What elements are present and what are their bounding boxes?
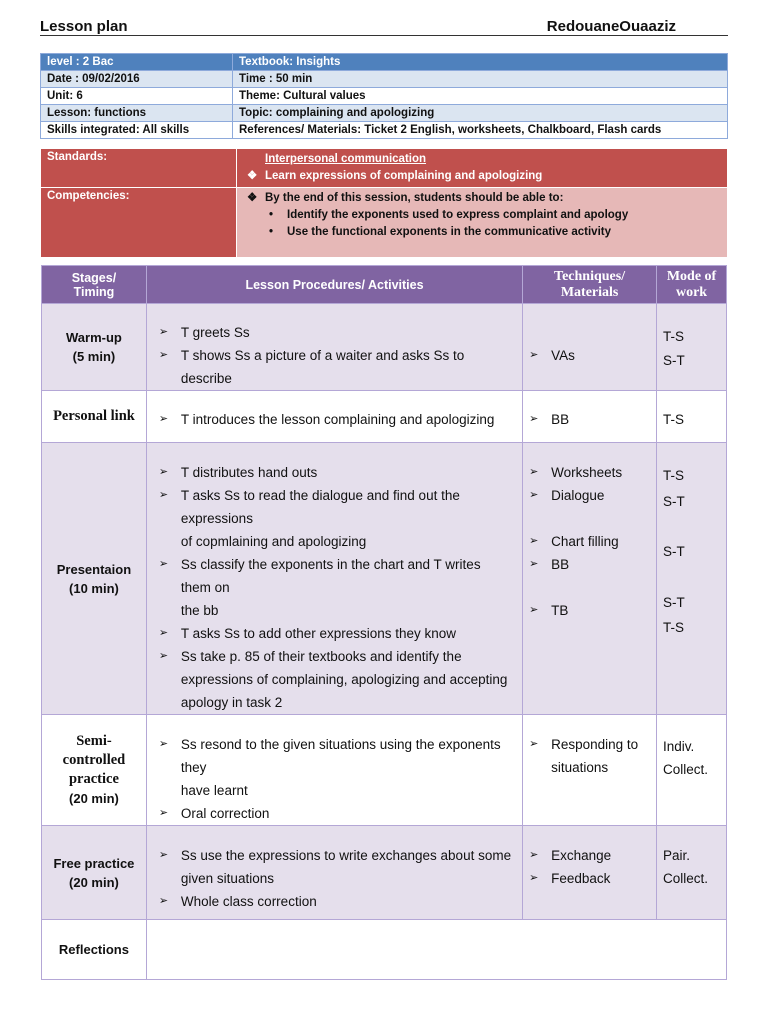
stage-timing: (10 min) (69, 580, 119, 596)
table-row (42, 715, 727, 826)
techniques-cell (523, 304, 657, 391)
procedure-text: T shows Ss a picture of a waiter and asks Ss to describe (180, 348, 465, 386)
info-unit: Unit: 6 (41, 88, 233, 105)
arrow-bullet-icon: ➢ (529, 849, 539, 861)
lesson-procedures-table (41, 265, 727, 980)
info-row (41, 54, 728, 71)
info-date: Date : 09/02/2016 (41, 71, 233, 88)
technique-item (529, 553, 652, 576)
stage-name: Presentaion (56, 561, 132, 577)
standards-row (41, 149, 728, 188)
procedure-item (159, 890, 514, 913)
mode-text: Pair. (663, 848, 691, 863)
procedure-text: T asks Ss to add other expressions they know (180, 626, 457, 641)
competency-item (243, 207, 721, 224)
header-mode-line1: Mode of (666, 268, 717, 284)
procedure-text: Oral correction (180, 806, 270, 821)
procedure-item (159, 484, 514, 553)
procedure-text: given situations (180, 871, 274, 886)
info-theme: Theme: Cultural values (233, 88, 728, 105)
mode-cell (657, 391, 727, 443)
procedure-item (159, 408, 514, 431)
standards-heading: Interpersonal communication (265, 153, 427, 165)
info-level: level : 2 Bac (41, 54, 233, 71)
mode-text: S-T (663, 544, 685, 559)
stage-name: Free practice (53, 855, 135, 871)
info-row (41, 105, 728, 122)
procedure-text: apology in task 2 (180, 695, 283, 710)
mode-text: T-S (663, 329, 685, 344)
procedure-item (159, 344, 514, 390)
stage-free-practice (42, 826, 147, 920)
mode-text: T-S (663, 468, 685, 483)
procedure-text: expressions of complaining, apologizing and accepting (180, 672, 508, 687)
technique-text: Feedback (551, 871, 611, 886)
procedure-text: have learnt (180, 783, 248, 798)
procedures-cell (146, 443, 522, 715)
arrow-bullet-icon: ➢ (158, 738, 169, 750)
procedure-text: Ss use the expressions to write exchanges about some (180, 848, 512, 863)
procedure-text: T asks Ss to read the dialogue and find out the expressions (180, 488, 460, 526)
arrow-bullet-icon: ➢ (529, 466, 539, 478)
author-name: RedouaneOuaaziz (546, 18, 676, 35)
header-techniques (523, 266, 657, 304)
table-row (42, 304, 727, 391)
header-mode-line2: work (675, 284, 708, 300)
competency-item (243, 224, 721, 241)
technique-item (529, 844, 652, 867)
arrow-bullet-icon: ➢ (158, 466, 169, 478)
stage-name: Warm-up (66, 330, 122, 345)
procedure-text: Ss classify the exponents in the chart and T writes them on (180, 557, 481, 595)
info-time: Time : 50 min (233, 71, 728, 88)
procedure-item (159, 321, 514, 344)
header-tech-line2: Materials (560, 284, 619, 300)
mode-text: S-T (663, 493, 685, 509)
technique-text: BB (551, 557, 570, 572)
mode-cell (657, 304, 727, 391)
arrow-bullet-icon: ➢ (158, 849, 169, 861)
procedure-text: T greets Ss (180, 325, 250, 340)
header-mode (657, 266, 727, 304)
stage-name: controlled (62, 751, 126, 768)
arrow-bullet-icon: ➢ (158, 326, 169, 338)
procedure-text: the bb (180, 603, 219, 618)
arrow-bullet-icon: ➢ (158, 895, 169, 907)
info-row (41, 88, 728, 105)
technique-item (529, 461, 652, 484)
competency-text: Use the functional exponents in the communicative activity (287, 226, 611, 238)
table-row (42, 443, 727, 715)
procedure-item (159, 844, 514, 890)
technique-text: Chart filling (551, 534, 619, 549)
info-row (41, 71, 728, 88)
info-skills: Skills integrated: All skills (41, 122, 233, 139)
arrow-bullet-icon: ➢ (529, 604, 539, 616)
mode-cell (657, 715, 727, 826)
table-row (42, 391, 727, 443)
technique-text: Dialogue (551, 488, 605, 503)
procedure-text: Whole class correction (180, 894, 317, 909)
procedure-item (159, 733, 514, 802)
arrow-bullet-icon: ➢ (158, 627, 169, 639)
competencies-row (41, 188, 728, 258)
arrow-bullet-icon: ➢ (158, 807, 169, 819)
mode-text: Collect. (663, 762, 709, 777)
stage-timing: (20 min) (69, 790, 119, 806)
procedure-item (159, 553, 514, 622)
technique-item (529, 408, 652, 431)
arrow-bullet-icon: ➢ (158, 489, 169, 501)
info-references: References/ Materials: Ticket 2 English, worksheets, Chalkboard, Flash cards (233, 122, 728, 139)
arrow-bullet-icon: ➢ (529, 489, 539, 501)
techniques-cell (523, 443, 657, 715)
arrow-bullet-icon: ➢ (529, 738, 539, 750)
bullet-icon: • (269, 209, 274, 221)
arrow-bullet-icon: ➢ (529, 872, 539, 884)
standards-label: Standards: (41, 149, 237, 188)
header-procedures: Lesson Procedures/ Activities (146, 266, 522, 304)
technique-item (529, 344, 652, 367)
arrow-bullet-icon: ➢ (529, 558, 539, 570)
procedures-cell (146, 304, 522, 391)
table-header-row (42, 266, 727, 304)
info-row (41, 122, 728, 139)
stage-timing: (20 min) (69, 874, 119, 890)
standards-item-text: Learn expressions of complaining and apologizing (265, 170, 543, 182)
technique-item (529, 733, 652, 779)
technique-text: BB (551, 412, 570, 427)
diamond-bullet-icon: ❖ (247, 170, 258, 182)
stage-semi-controlled (42, 715, 147, 826)
procedures-cell (146, 826, 522, 920)
stage-warmup (42, 304, 147, 391)
arrow-bullet-icon: ➢ (158, 650, 169, 662)
arrow-bullet-icon: ➢ (158, 558, 169, 570)
technique-text: situations (551, 760, 609, 775)
standards-table (40, 148, 728, 258)
competencies-intro (243, 190, 721, 207)
procedure-text: of copmlaining and apologizing (180, 534, 367, 549)
technique-text: Exchange (551, 848, 612, 863)
lesson-info-table (40, 53, 728, 139)
technique-text: Responding to (551, 737, 639, 752)
header-stages-line1: Stages/ (71, 270, 117, 285)
mode-text: T-S (663, 620, 685, 635)
mode-text: S-T (663, 353, 685, 368)
procedures-cell (146, 391, 522, 443)
stage-name: practice (68, 770, 119, 787)
page-title: Lesson plan (40, 18, 128, 35)
stage-reflections: Reflections (42, 920, 147, 980)
procedures-cell (146, 715, 522, 826)
technique-item (529, 484, 652, 507)
techniques-cell (523, 391, 657, 443)
diamond-bullet-icon: ❖ (247, 192, 258, 204)
procedure-item (159, 645, 514, 714)
techniques-cell (523, 715, 657, 826)
table-row (42, 920, 727, 980)
arrow-bullet-icon: ➢ (158, 413, 169, 425)
mode-text: S-T (663, 594, 685, 610)
arrow-bullet-icon: ➢ (529, 349, 539, 361)
stage-presentation (42, 443, 147, 715)
header-stages (42, 266, 147, 304)
procedure-text: Ss resond to the given situations using the exponents they (180, 737, 501, 775)
bullet-icon: • (269, 226, 274, 238)
procedure-text: T distributes hand outs (180, 465, 318, 480)
competencies-intro-text: By the end of this session, students should be able to: (265, 192, 564, 204)
procedure-item (159, 622, 514, 645)
competency-text: Identify the exponents used to express complaint and apology (287, 209, 629, 221)
header-tech-line1: Techniques/ (554, 268, 626, 284)
reflections-cell (146, 920, 726, 980)
procedure-item (159, 802, 514, 825)
mode-text: Collect. (663, 871, 709, 886)
technique-item (529, 867, 652, 890)
info-textbook: Textbook: Insights (233, 54, 728, 71)
competencies-label: Competencies: (41, 188, 237, 258)
mode-text: Indiv. (663, 739, 695, 754)
info-topic: Topic: complaining and apologizing (233, 105, 728, 122)
arrow-bullet-icon: ➢ (529, 535, 539, 547)
technique-text: Worksheets (551, 465, 623, 480)
technique-item (529, 530, 652, 553)
standards-content (237, 149, 728, 188)
procedure-item (159, 461, 514, 484)
mode-cell (657, 443, 727, 715)
techniques-cell (523, 826, 657, 920)
info-lesson: Lesson: functions (41, 105, 233, 122)
competencies-content (237, 188, 728, 258)
arrow-bullet-icon: ➢ (529, 413, 539, 425)
mode-cell (657, 826, 727, 920)
standards-item (243, 168, 721, 185)
page-header (40, 18, 728, 36)
stage-personal-link: Personal link (42, 391, 147, 443)
header-stages-line2: Timing (73, 284, 115, 299)
arrow-bullet-icon: ➢ (158, 349, 169, 361)
stage-timing: (5 min) (72, 349, 116, 364)
procedure-text: T introduces the lesson complaining and apologizing (180, 412, 495, 427)
technique-text: VAs (551, 348, 575, 363)
technique-text: TB (551, 603, 569, 618)
procedure-text: Ss take p. 85 of their textbooks and identify the (180, 649, 462, 664)
technique-item (529, 599, 652, 622)
table-row (42, 826, 727, 920)
stage-name: Semi- (76, 732, 112, 749)
mode-text: T-S (663, 412, 685, 427)
